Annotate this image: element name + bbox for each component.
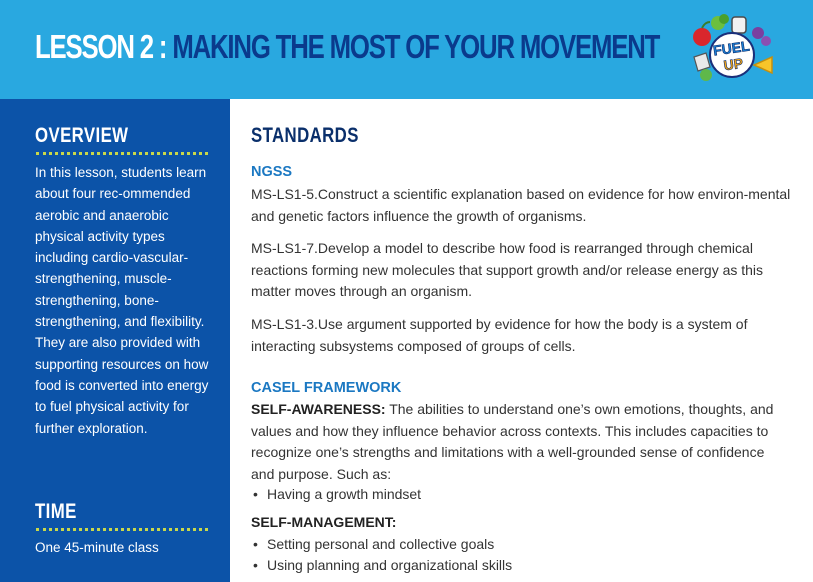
- logo-text-fuel: FUEL: [712, 37, 751, 59]
- standards-heading: STANDARDS: [251, 124, 359, 147]
- logo-text-up: UP: [722, 54, 745, 74]
- overview-text: In this lesson, students learn about four rec-ommended aerobic and anaerobic physical activity types including cardio-vascular-strengthening, muscle-strengthening, bone-strengthening, and flexibility. They are also provided with supporting resources on how food is converted into energy to fuel physical activity for further exploration.: [35, 165, 209, 436]
- bullet-text: Setting personal and collective goals: [267, 536, 495, 552]
- milk-icon: [732, 17, 746, 33]
- ngss-heading: NGSS: [251, 164, 293, 180]
- time-heading: TIME: [35, 500, 77, 523]
- list-item: • Having a growth mindset: [253, 486, 422, 502]
- ngss-item: MS-LS1-3.Use argument supported by evidence for how the body is a system of interacting subsystems composed of groups of cells.: [251, 316, 748, 354]
- bullet-text: Having a growth mindset: [267, 486, 422, 502]
- lesson-title: [35, 28, 659, 66]
- list-item: • Setting personal and collective goals: [253, 536, 495, 552]
- bullet-text: Using planning and organizational skills: [267, 557, 513, 573]
- overview-divider: [36, 152, 208, 155]
- casel-heading: CASEL FRAMEWORK: [251, 380, 402, 396]
- self-management-paragraph: [251, 512, 791, 534]
- grape-icon: [752, 27, 764, 39]
- header-banner: [0, 0, 813, 99]
- ngss-item: MS-LS1-5.Construct a scientific explanation based on evidence for how environ-mental and genetic factors influence the growth of organisms.: [251, 186, 791, 224]
- fuel-up-logo: [688, 13, 776, 91]
- time-divider: [36, 528, 208, 531]
- cheese-icon: [754, 57, 772, 73]
- apple-icon: [693, 28, 711, 46]
- lesson-number: LESSON 2: [35, 28, 153, 65]
- overview-heading: OVERVIEW: [35, 124, 129, 147]
- list-item: • Using planning and organizational skills: [253, 557, 513, 573]
- lesson-title-text: MAKING THE MOST OF YOUR MOVEMENT: [172, 28, 660, 65]
- ngss-item: MS-LS1-7.Develop a model to describe how food is rearranged through chemical reactions forming new molecules that support growth and/or release energy as this matter moves through an organism.: [251, 240, 764, 299]
- self-management-label: SELF-MANAGEMENT:: [251, 514, 397, 530]
- title-separator: :: [152, 28, 173, 65]
- self-awareness-paragraph: [251, 399, 791, 485]
- self-awareness-text: The abilities to understand one’s own emotions, thoughts, and values and how they influence behavior across contexts. This includes capacities to recognize one’s strengths and limitations with a well-grounded sense of confidence and purpose. Such as:: [251, 401, 774, 482]
- self-awareness-label: SELF-AWARENESS:: [251, 401, 386, 417]
- time-text: One 45-minute class: [35, 540, 159, 555]
